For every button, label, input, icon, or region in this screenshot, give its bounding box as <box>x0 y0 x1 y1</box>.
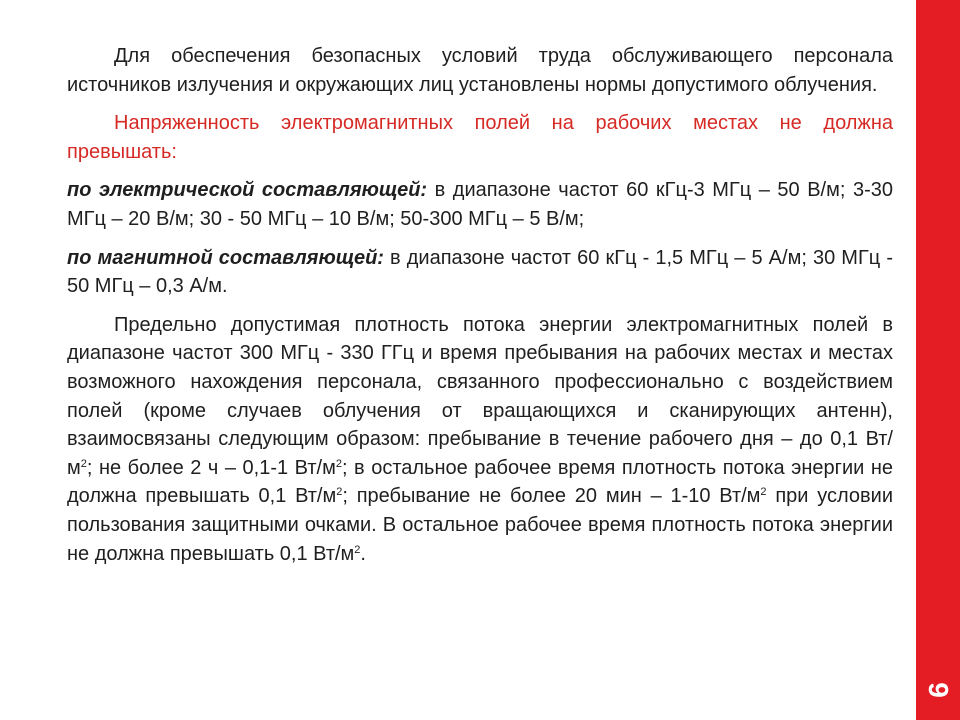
energy-density-text-6: . <box>360 542 366 565</box>
superscript-4: 2 <box>760 486 767 499</box>
electric-component-label: по электрической составляющей: <box>67 179 428 202</box>
magnetic-component-label: по магнитной составляющей: <box>67 246 384 269</box>
electric-component-text: в диапазоне частот 60 кГц-3 МГц – 50 В/м; 3-30 МГц – 20 В/м; 30 - 50 МГц – 10 В/м; 50-300 МГц – 5 В/м; <box>67 179 893 230</box>
superscript-3: 2 <box>336 486 343 499</box>
slide-number: 9 <box>923 682 954 698</box>
superscript-1: 2 <box>80 457 87 470</box>
slide-accent-bar <box>916 0 960 720</box>
energy-density-paragraph <box>67 311 893 568</box>
field-strength-heading: Напряженность электромагнитных полей на рабочих местах не должна превышать: <box>67 112 893 163</box>
superscript-2: 2 <box>335 457 342 470</box>
intro-paragraph: Для обеспечения безопасных условий труда обслуживающего персонала источников излучения и окружающих лиц установлены нормы допустимого облучения. <box>67 45 893 96</box>
energy-density-text-5: при условии пользования защитными очками. В остальное рабочее время плотность потока энергии не должна превышать 0,1 Вт/м <box>67 485 893 565</box>
energy-density-text-3: ; в остальное рабочее время плотность потока энергии не должна превышать 0,1 Вт/м <box>67 456 894 508</box>
energy-density-text-4: ; пребывание не более 20 мин – 1-10 Вт/м <box>342 485 761 508</box>
magnetic-component-text: в диапазоне частот 60 кГц - 1,5 МГц – 5 А/м; 30 МГц - 50 МГц – 0,3 А/м. <box>67 246 893 298</box>
magnetic-component-paragraph <box>67 244 893 301</box>
slide-content <box>67 42 893 578</box>
energy-density-text-2: ; не более 2 ч – 0,1-1 Вт/м <box>86 456 336 479</box>
electric-component-paragraph <box>67 176 893 233</box>
superscript-5: 2 <box>354 543 361 556</box>
energy-density-text-1: Предельно допустимая плотность потока энергии электромагнитных полей в диапазоне частот 300 МГц - 330 ГГц и время пребывания на рабочих местах и местах возможного нахождения персонала, связанного профессионально с воздействием полей (кроме случаев облучения от вращающихся и сканирующих антенн), взаимосвязаны следующим образом: пребывание в течение рабочего дня – до 0,1 Вт/м <box>67 313 893 479</box>
